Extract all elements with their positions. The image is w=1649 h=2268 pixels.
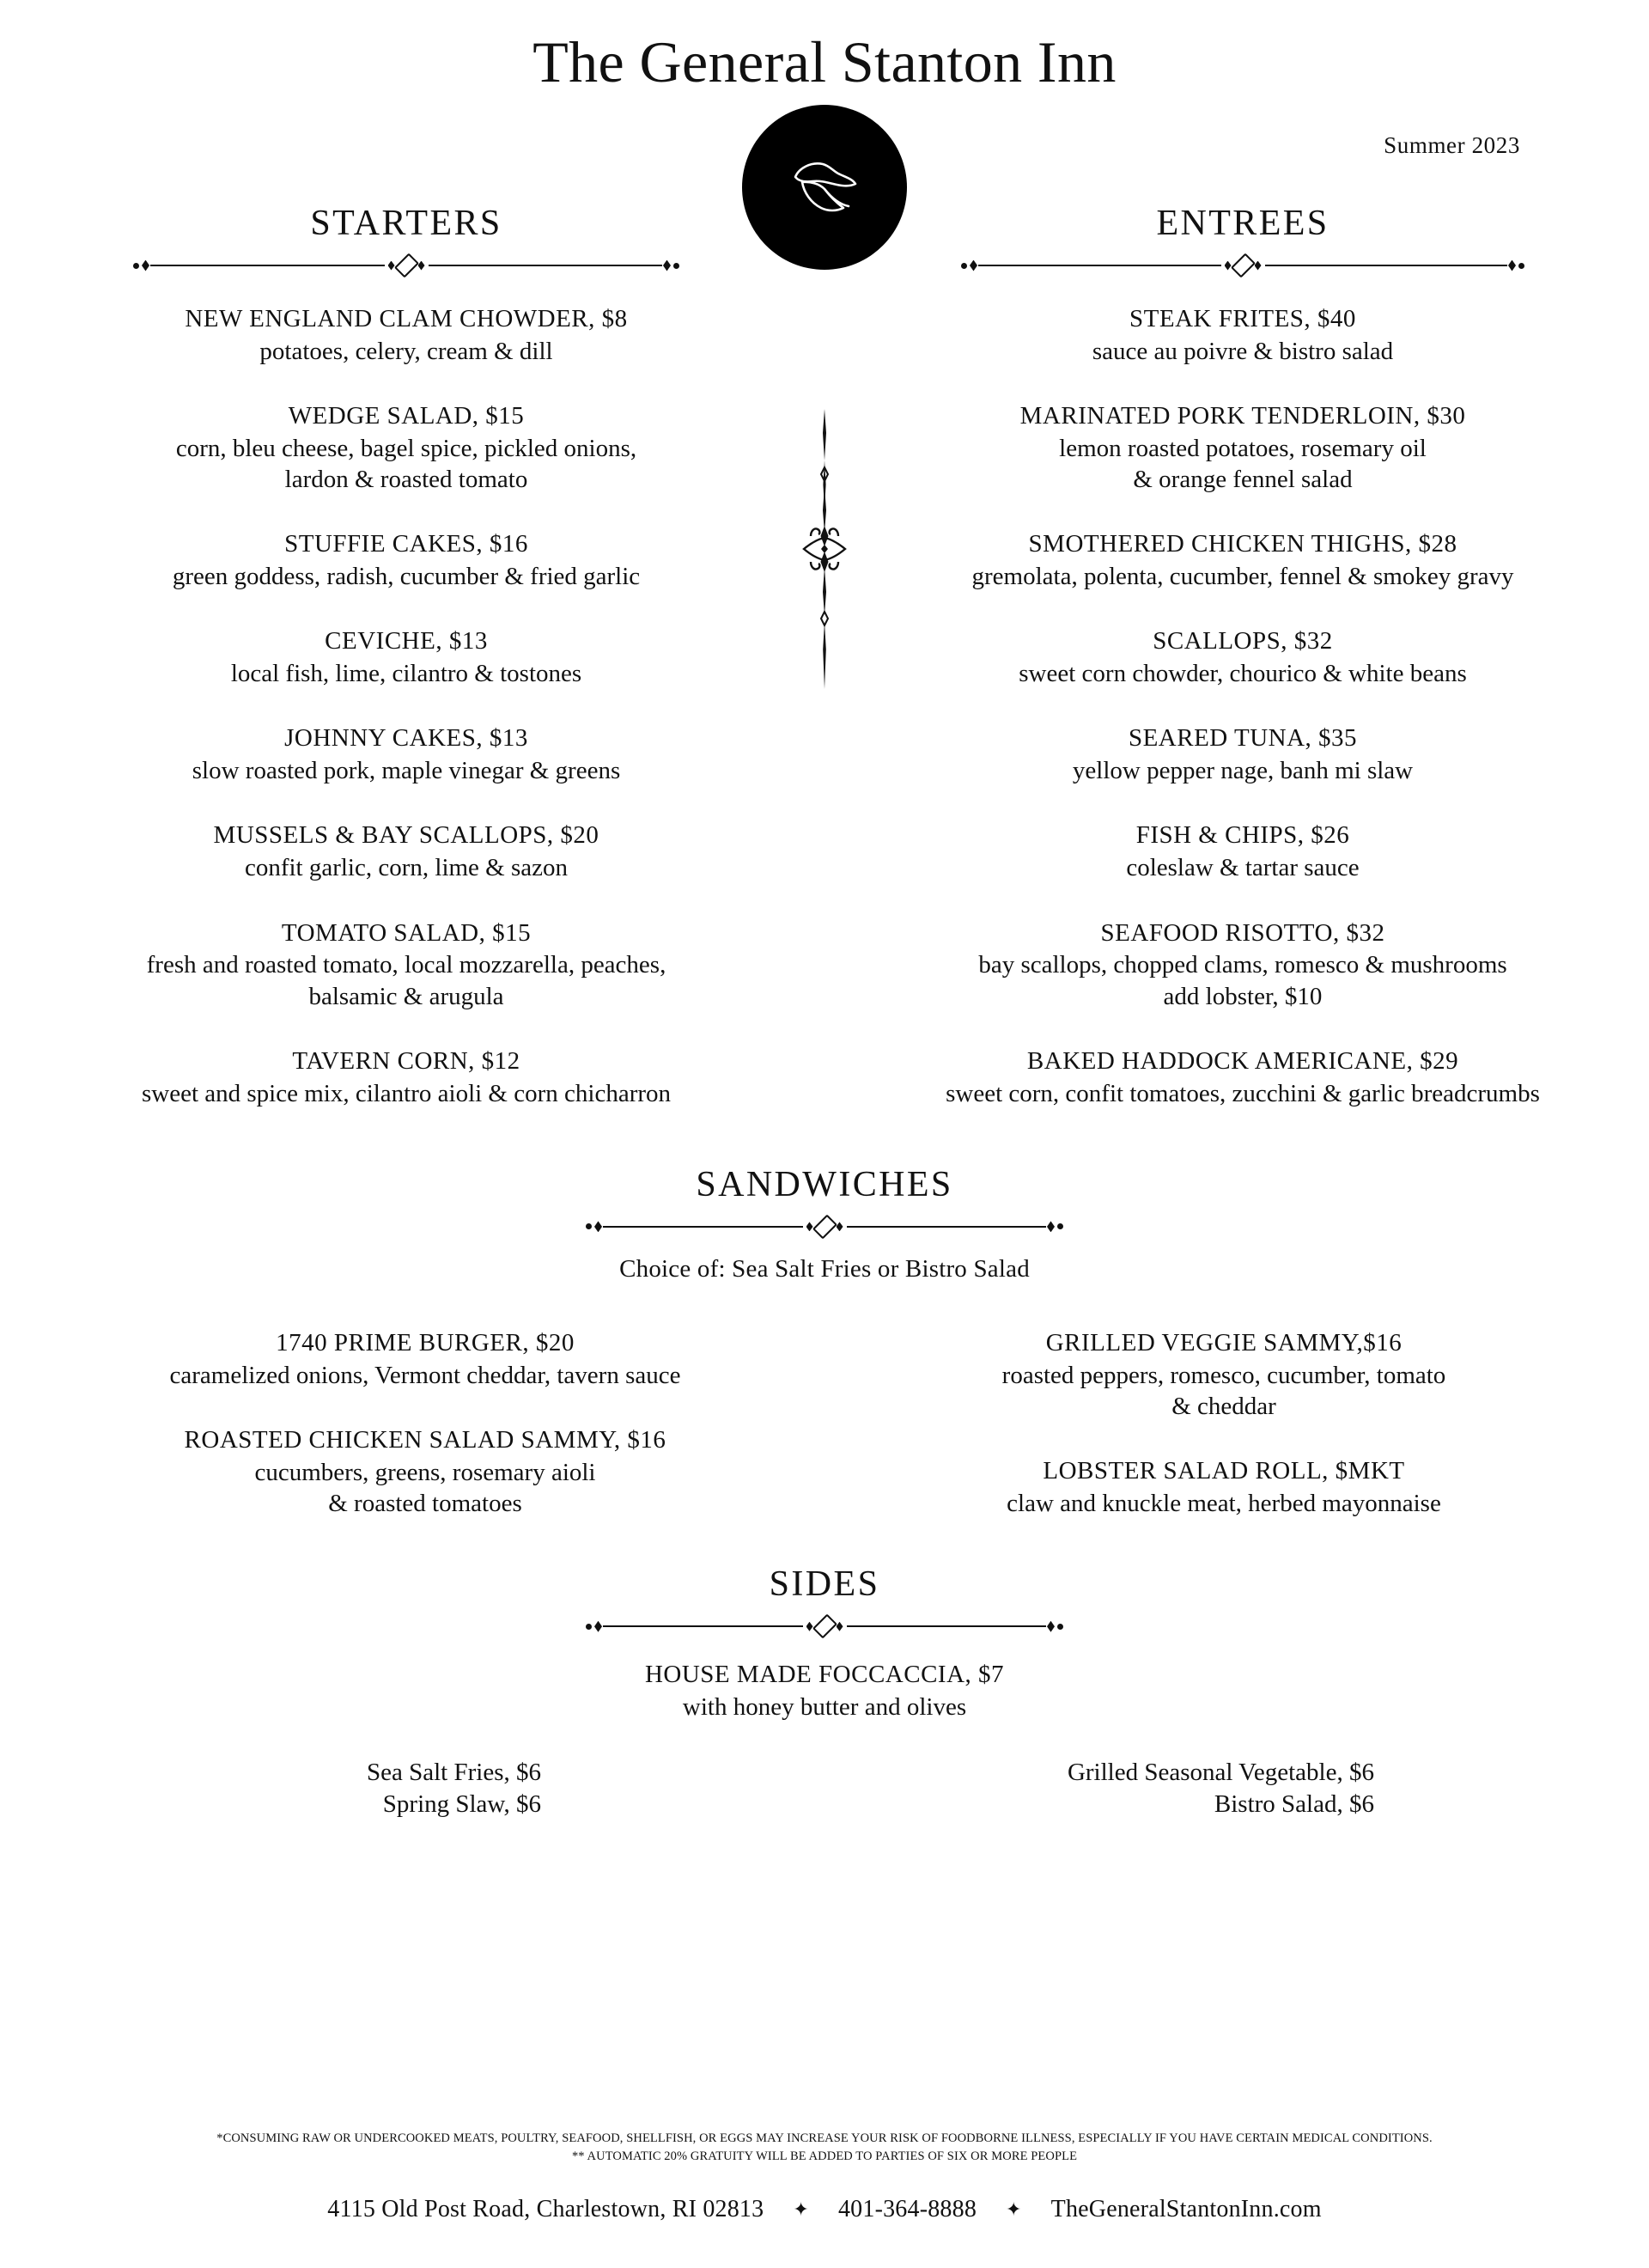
item-name: JOHNNY CAKES, $13 (284, 724, 528, 753)
starters-item-list (48, 304, 764, 1109)
item-description-line: cucumbers, greens, rosemary aioli (254, 1458, 596, 1486)
sandwiches-choice-line: Choice of: Sea Salt Fries or Bistro Salad (619, 1254, 1030, 1283)
masthead (26, 0, 1623, 94)
item-name: SMOTHERED CHICKEN THIGHS, $28 (1028, 530, 1457, 558)
item-name: STUFFIE CAKES, $16 (284, 530, 528, 558)
item-description-line: & orange fennel salad (1133, 466, 1353, 494)
sandwiches-heading: SANDWICHES (696, 1164, 953, 1204)
item-name: FISH & CHIPS, $26 (1135, 821, 1350, 850)
starters-entrees-columns (26, 203, 1623, 1109)
menu-item (885, 304, 1601, 367)
sides-section (26, 1564, 1623, 1820)
item-name: NEW ENGLAND CLAM CHOWDER, $8 (185, 305, 628, 332)
vertical-ornament-divider-icon (799, 407, 850, 691)
menu-item (48, 1046, 764, 1109)
item-description-line: fresh and roasted tomato, local mozzarella, peaches, (146, 951, 666, 979)
sandwiches-columns (26, 1299, 1623, 1519)
menu-item (885, 1046, 1601, 1109)
item-description-line: balsamic & arugula (308, 982, 504, 1010)
item-description (48, 1078, 764, 1109)
side-item: Sea Salt Fries, $6 (367, 1759, 541, 1787)
item-name: GRILLED VEGGIE SAMMY,$16 (1045, 1328, 1403, 1357)
item-description-line: slow roasted pork, maple vinegar & greens (192, 757, 621, 785)
item-description-line: green goddess, radish, cucumber & fried garlic (172, 563, 641, 591)
item-name: TOMATO SALAD, $15 (281, 918, 532, 947)
sandwiches-section (26, 1164, 1623, 1519)
diamond-separator-icon: ✦ (1006, 2198, 1022, 2220)
item-description-line: bay scallops, chopped clams, romesco & mushrooms (978, 951, 1507, 979)
item-name: HOUSE MADE FOCCACCIA, $7 (644, 1661, 1005, 1689)
sandwiches-right-column (824, 1299, 1623, 1519)
item-description-line: & cheddar (1171, 1392, 1276, 1420)
item-description (885, 949, 1601, 1012)
menu-item (60, 1425, 790, 1519)
item-description (885, 658, 1601, 689)
sandwiches-divider-icon (584, 1217, 1065, 1236)
side-item: Bistro Salad, $6 (1214, 1790, 1374, 1819)
item-description-line: corn, bleu cheese, bagel spice, pickled onions, (175, 434, 637, 462)
item-name: MARINATED PORK TENDERLOIN, $30 (1019, 402, 1466, 430)
item-name: SEARED TUNA, $35 (1128, 724, 1358, 753)
page-title: The General Stanton Inn (532, 29, 1117, 94)
contact-line (0, 2196, 1649, 2223)
item-description-line: coleslaw & tartar sauce (1126, 854, 1360, 882)
entrees-divider-icon (959, 256, 1526, 275)
item-name: 1740 PRIME BURGER, $20 (276, 1328, 575, 1357)
menu-item (48, 529, 764, 592)
starters-heading: STARTERS (310, 204, 502, 243)
item-description (885, 336, 1601, 367)
menu-item (48, 626, 764, 689)
item-description-line: lemon roasted potatoes, rosemary oil (1059, 434, 1427, 462)
phone-text[interactable]: 401-364-8888 (837, 2196, 977, 2222)
sides-divider-icon (584, 1617, 1065, 1636)
item-description (859, 1360, 1589, 1423)
item-description (60, 1457, 790, 1520)
item-description-line: confit garlic, corn, lime & sazon (244, 854, 569, 882)
item-description-line: sweet and spice mix, cilantro aioli & corn chicharron (141, 1079, 672, 1107)
item-description-line: potatoes, celery, cream & dill (259, 337, 553, 365)
item-description-line: sweet corn, confit tomatoes, zucchini & garlic breadcrumbs (946, 1079, 1540, 1107)
item-description (48, 755, 764, 786)
menu-item (885, 401, 1601, 495)
item-description-line: yellow pepper nage, banh mi slaw (1072, 757, 1414, 785)
menu-item (26, 1660, 1623, 1722)
item-description-line: gremolata, polenta, cucumber, fennel & smokey gravy (971, 563, 1514, 591)
menu-item (48, 918, 764, 1012)
menu-item (885, 626, 1601, 689)
item-description-line: caramelized onions, Vermont cheddar, tavern sauce (169, 1361, 681, 1389)
item-description-line: claw and knuckle meat, herbed mayonnaise (1007, 1489, 1441, 1517)
item-description (48, 336, 764, 367)
item-description (26, 1692, 1623, 1722)
menu-item (48, 304, 764, 367)
logo-row (26, 105, 1623, 199)
item-description-line: with honey butter and olives (682, 1693, 967, 1722)
website-text[interactable]: TheGeneralStantonInn.com (1050, 2196, 1322, 2222)
entrees-heading: ENTREES (1156, 204, 1330, 243)
sides-left-column (26, 1757, 824, 1820)
disclaimer (0, 2130, 1649, 2167)
footer (0, 2130, 1649, 2224)
item-description-line: local fish, lime, cilantro & tostones (230, 660, 582, 688)
menu-item (885, 723, 1601, 786)
item-description (60, 1360, 790, 1391)
menu-item (60, 1328, 790, 1391)
item-name: ROASTED CHICKEN SALAD SAMMY, $16 (184, 1425, 666, 1454)
side-item: Grilled Seasonal Vegetable, $6 (1067, 1759, 1374, 1787)
item-description (885, 755, 1601, 786)
item-description (885, 1078, 1601, 1109)
menu-item (48, 723, 764, 786)
menu-item (885, 918, 1601, 1012)
item-description (885, 561, 1601, 592)
menu-item (859, 1328, 1589, 1422)
item-description (859, 1488, 1589, 1519)
item-description-line: lardon & roasted tomato (284, 466, 528, 494)
disclaimer-line-2: ** AUTOMATIC 20% GRATUITY WILL BE ADDED TO PARTIES OF SIX OR MORE PEOPLE (571, 2149, 1078, 2164)
sides-right-column (824, 1757, 1623, 1820)
sandwiches-left-column (26, 1299, 824, 1519)
item-name: WEDGE SALAD, $15 (288, 402, 525, 430)
item-name: BAKED HADDOCK AMERICANE, $29 (1026, 1046, 1459, 1075)
item-name: LOBSTER SALAD ROLL, $MKT (1043, 1457, 1405, 1485)
item-description (48, 433, 764, 496)
item-name: MUSSELS & BAY SCALLOPS, $20 (213, 821, 599, 850)
side-item: Spring Slaw, $6 (382, 1790, 541, 1819)
menu-item (885, 820, 1601, 883)
sides-grid (26, 1757, 1623, 1820)
item-name: TAVERN CORN, $12 (292, 1046, 520, 1075)
item-name: CEVICHE, $13 (325, 627, 488, 655)
menu-item (859, 1456, 1589, 1519)
entrees-column (824, 203, 1623, 1109)
entrees-item-list (885, 304, 1601, 1109)
item-description-line: sauce au poivre & bistro salad (1092, 337, 1394, 365)
item-name: SCALLOPS, $32 (1153, 627, 1333, 655)
menu-item (885, 529, 1601, 592)
menu-item (48, 401, 764, 495)
item-description-line: sweet corn chowder, chourico & white beans (1019, 660, 1467, 688)
starters-divider-icon (131, 256, 681, 275)
item-description (885, 852, 1601, 883)
item-name: STEAK FRITES, $40 (1129, 305, 1356, 332)
item-description (48, 852, 764, 883)
item-description (48, 949, 764, 1012)
item-description-line: add lobster, $10 (1163, 982, 1323, 1010)
season-label: Summer 2023 (1384, 132, 1520, 158)
starters-column (26, 203, 824, 1109)
sides-heading: SIDES (769, 1564, 880, 1605)
item-description (885, 433, 1601, 496)
menu-item (48, 820, 764, 883)
item-description-line: roasted peppers, romesco, cucumber, tomato (1001, 1361, 1446, 1389)
item-description (48, 658, 764, 689)
item-description (48, 561, 764, 592)
item-name: SEAFOOD RISOTTO, $32 (1100, 918, 1385, 947)
diamond-separator-icon: ✦ (793, 2198, 809, 2220)
address-text: 4115 Old Post Road, Charlestown, RI 02813 (327, 2196, 764, 2222)
disclaimer-line-1: *CONSUMING RAW OR UNDERCOOKED MEATS, POULTRY, SEAFOOD, SHELLFISH, OR EGGS MAY INCREASE YOUR RISK OF FOODBORNE ILLNESS, ESPECIALLY IF YOU HAVE CERTAIN MEDICAL CONDITIONS. (216, 2131, 1433, 2145)
item-description-line: & roasted tomatoes (328, 1489, 522, 1517)
